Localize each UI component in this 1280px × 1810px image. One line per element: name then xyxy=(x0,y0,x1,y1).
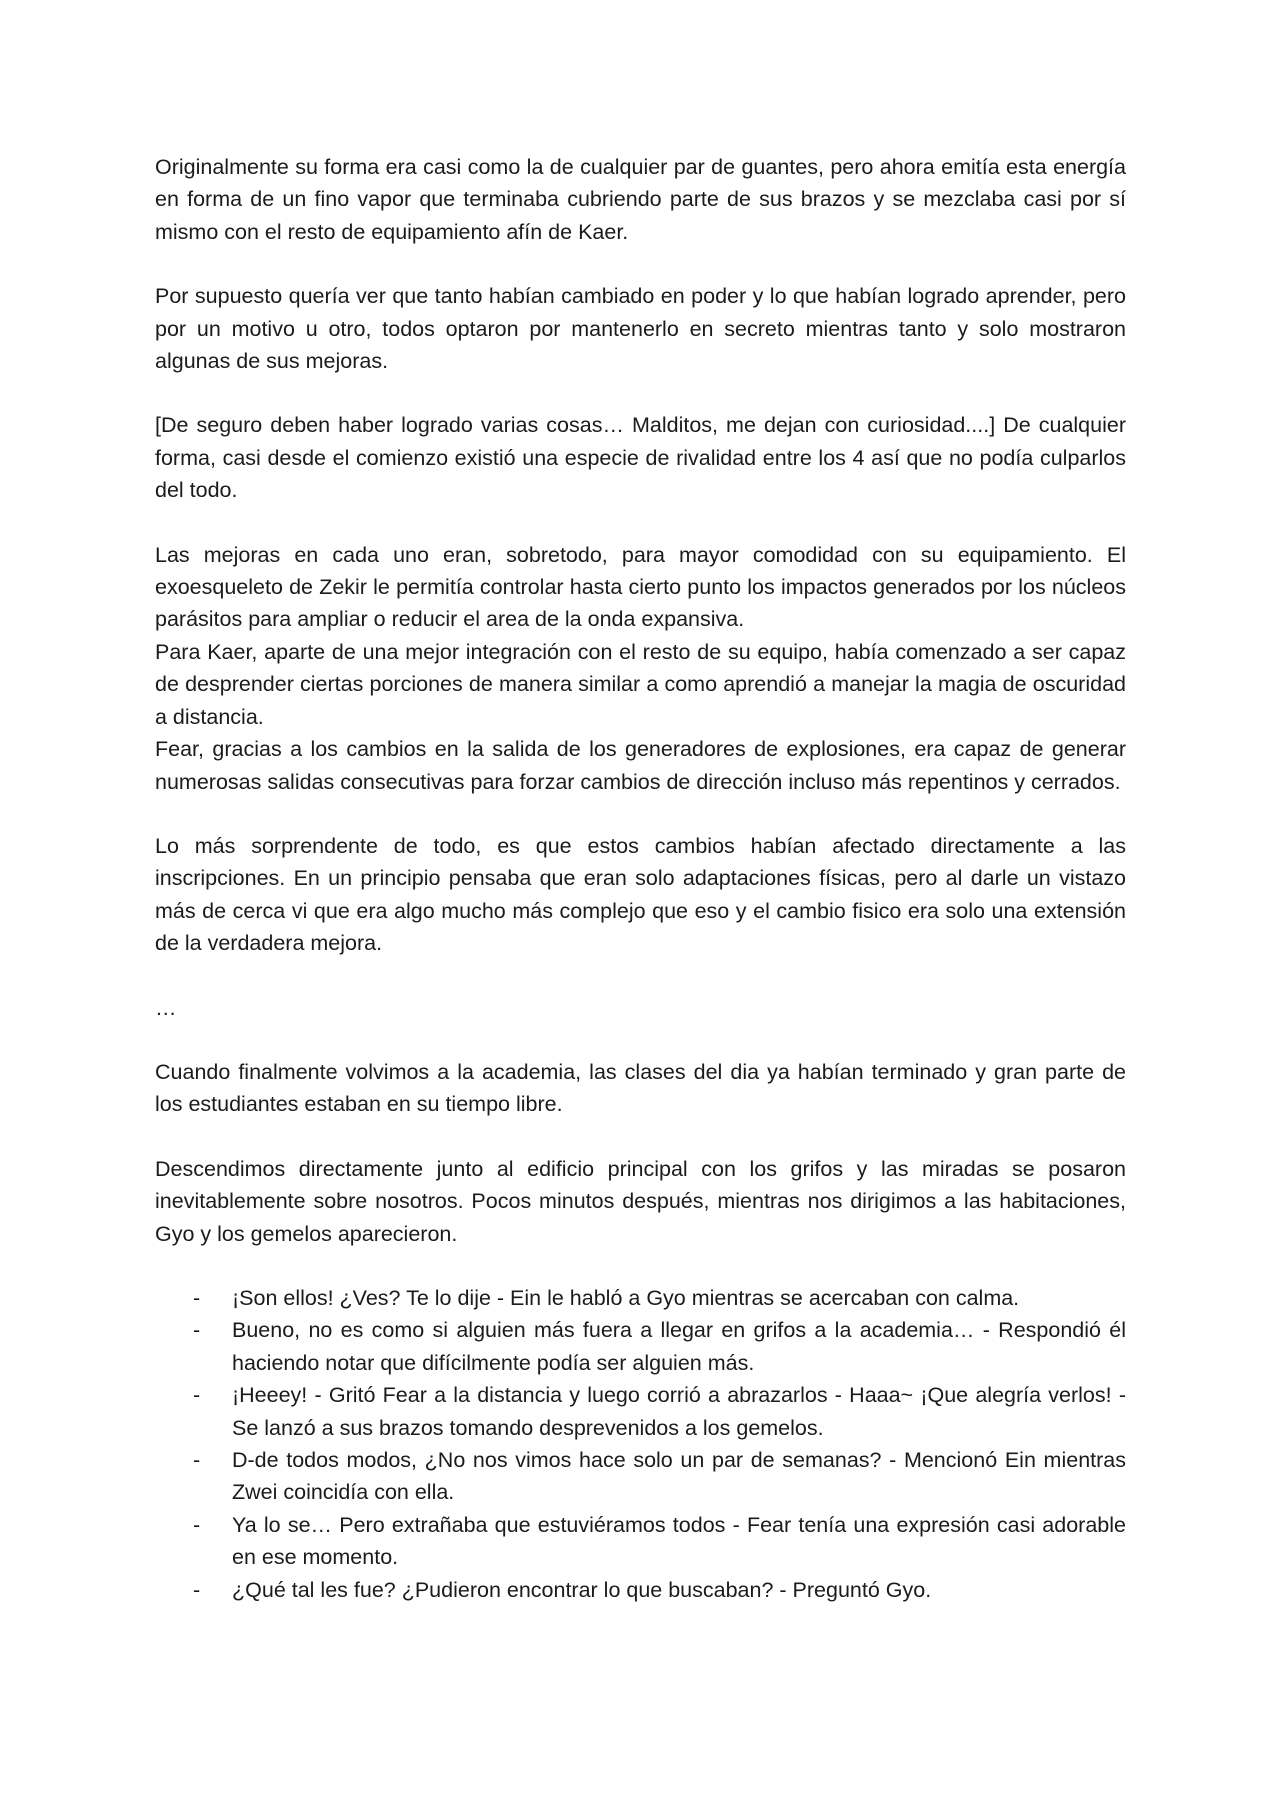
dialogue-item xyxy=(155,1379,1126,1444)
paragraph-line: [De seguro deben haber logrado varias cosas… Malditos, me dejan con curiosidad....] De cualquier forma, casi desde el comienzo existió una especie de rivalidad entre los 4 así que no podía culparlos del todo. xyxy=(155,413,1126,503)
dialogue-dash: - xyxy=(193,1318,201,1343)
paragraph-line: Originalmente su forma era casi como la de cualquier par de guantes, pero ahora emitía esta energía en forma de un fino vapor que terminaba cubriendo parte de sus brazos y se mezclaba casi por sí mismo con el resto de equipamiento afín de Kaer. xyxy=(155,155,1126,244)
paragraph-line: Lo más sorprendente de todo, es que estos cambios habían afectado directamente a las inscripciones. En un principio pensaba que eran solo adaptaciones físicas, pero al darle un vistazo más de cerca vi que era algo mucho más complejo que eso y el cambio fisico era solo una extensión de la verdadera mejora. xyxy=(155,833,1126,956)
dialogue-dash: - xyxy=(193,1577,201,1602)
dialogue-text: Ya lo se… Pero extrañaba que estuviéramos todos - Fear tenía una expresión casi adorable en ese momento. xyxy=(232,1512,1126,1570)
paragraph-line: Para Kaer, aparte de una mejor integración con el resto de su equipo, había comenzado a ser capaz de desprender ciertas porciones de manera similar a como aprendió a manejar la magia de oscuridad a distancia. xyxy=(155,639,1126,729)
paragraph-line: Cuando finalmente volvimos a la academia, las clases del dia ya habían terminado y gran parte de los estudiantes estaban en su tiempo libre. xyxy=(155,1059,1126,1117)
dialogue-item xyxy=(155,1574,1126,1606)
paragraph xyxy=(155,151,1126,248)
dialogue-dash: - xyxy=(193,1285,201,1310)
dialogue-text: ¿Qué tal les fue? ¿Pudieron encontrar lo que buscaban? - Preguntó Gyo. xyxy=(232,1577,932,1602)
dialogue-list xyxy=(155,1282,1126,1606)
dialogue-item xyxy=(155,1509,1126,1574)
dialogue-item xyxy=(155,1444,1126,1509)
paragraph xyxy=(155,280,1126,377)
dialogue-dash: - xyxy=(193,1512,201,1537)
dialogue-text: ¡Son ellos! ¿Ves? Te lo dije - Ein le habló a Gyo mientras se acercaban con calma. xyxy=(232,1285,1020,1310)
paragraph xyxy=(155,1153,1126,1250)
paragraph-line: Descendimos directamente junto al edificio principal con los grifos y las miradas se posaron inevitablemente sobre nosotros. Pocos minutos después, mientras nos dirigimos a las habitaciones, Gyo y los gemelos aparecieron. xyxy=(155,1156,1126,1246)
dialogue-item xyxy=(155,1314,1126,1379)
document-page xyxy=(155,151,1126,1606)
paragraph xyxy=(155,409,1126,506)
paragraph-line: Por supuesto quería ver que tanto habían cambiado en poder y lo que habían logrado aprender, pero por un motivo u otro, todos optaron por mantenerlo en secreto mientras tanto y solo mostraron algunas de sus mejoras. xyxy=(155,284,1126,374)
dialogue-dash: - xyxy=(193,1448,201,1472)
dialogue-text: D-de todos modos, ¿No nos vimos hace solo un par de semanas? - Mencionó Ein mientras Zwei coincidía con ella. xyxy=(232,1448,1126,1505)
paragraph-line: Las mejoras en cada uno eran, sobretodo, para mayor comodidad con su equipamiento. El exoesqueleto de Zekir le permitía controlar hasta cierto punto los impactos generados por los núcleos parásitos para ampliar o reducir el area de la onda expansiva. xyxy=(155,542,1126,632)
paragraph xyxy=(155,539,1126,798)
dialogue-text: Bueno, no es como si alguien más fuera a llegar en grifos a la academia… - Respondió él haciendo notar que difícilmente podía ser alguien más. xyxy=(232,1318,1126,1375)
paragraph-line: Fear, gracias a los cambios en la salida de los generadores de explosiones, era capaz de generar numerosas salidas consecutivas para forzar cambios de dirección incluso más repentinos y cerrados. xyxy=(155,737,1126,794)
paragraph xyxy=(155,830,1126,960)
section-separator: … xyxy=(155,995,177,1020)
dialogue-dash: - xyxy=(193,1383,201,1408)
paragraph xyxy=(155,1056,1126,1121)
dialogue-text: ¡Heeey! - Gritó Fear a la distancia y luego corrió a abrazarlos - Haaa~ ¡Que alegría verlos! - Se lanzó a sus brazos tomando desprevenidos a los gemelos. xyxy=(232,1383,1126,1440)
dialogue-item xyxy=(155,1282,1126,1314)
